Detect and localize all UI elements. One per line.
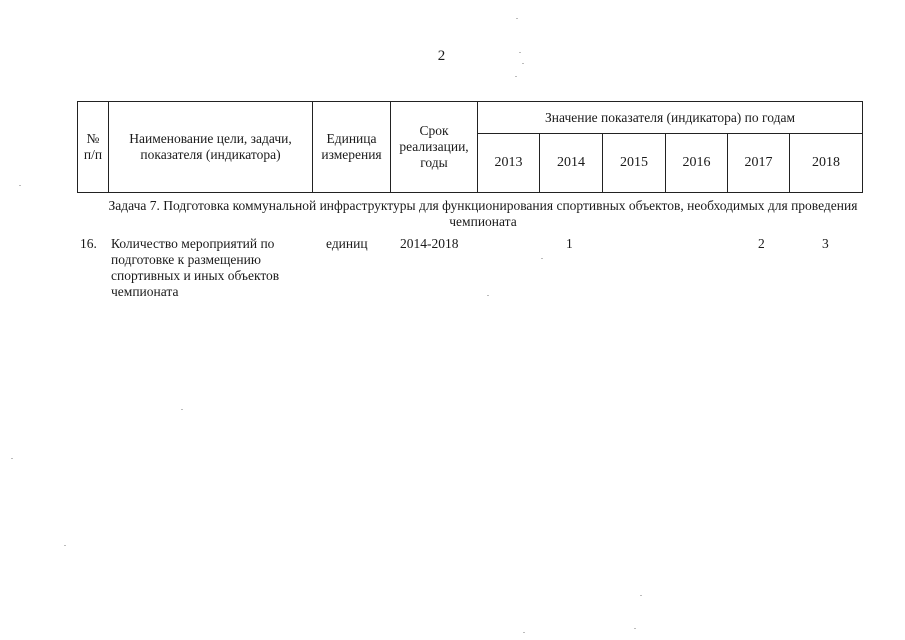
year-header-2018: 2018 xyxy=(790,134,863,193)
scan-speck xyxy=(523,632,525,633)
scan-speck xyxy=(541,258,543,259)
scan-speck xyxy=(640,595,642,596)
row-value-2017: 2 xyxy=(758,236,765,251)
scan-speck xyxy=(634,628,636,629)
scan-speck xyxy=(11,458,13,459)
row-value-2014: 1 xyxy=(566,236,573,251)
scan-speck xyxy=(519,52,521,53)
scan-speck xyxy=(522,63,524,64)
year-header-2017: 2017 xyxy=(728,134,790,193)
year-header-2014: 2014 xyxy=(540,134,603,193)
year-header-2013: 2013 xyxy=(478,134,540,193)
col-header-period: Срок реализации, годы xyxy=(391,102,478,193)
row-value-2018: 3 xyxy=(822,236,829,251)
row-period: 2014-2018 xyxy=(400,236,459,251)
row-unit: единиц xyxy=(326,236,368,251)
page-number: 2 xyxy=(437,48,446,64)
year-header-2015: 2015 xyxy=(603,134,666,193)
scan-speck xyxy=(487,295,489,296)
task-title: Задача 7. Подготовка коммунальной инфраструктуры для функционирования спортивных объектов, необходимых для проведения чемпионата xyxy=(108,198,858,229)
scan-speck xyxy=(64,545,66,546)
col-header-values-group: Значение показателя (индикатора) по годам xyxy=(478,102,863,134)
row-indicator-name: Количество мероприятий по подготовке к размещению спортивных и иных объектов чемпионата xyxy=(111,236,280,299)
year-header-2016: 2016 xyxy=(666,134,728,193)
scan-speck xyxy=(19,185,21,186)
scan-speck xyxy=(181,409,183,410)
scan-speck xyxy=(516,18,518,19)
col-header-unit: Единица измерения xyxy=(313,102,391,193)
scan-speck xyxy=(515,76,517,77)
col-header-number: № п/п xyxy=(78,102,109,193)
indicator-table-header xyxy=(77,101,863,193)
row-number: 16. xyxy=(80,236,97,251)
col-header-name: Наименование цели, задачи, показателя (индикатора) xyxy=(109,102,313,193)
